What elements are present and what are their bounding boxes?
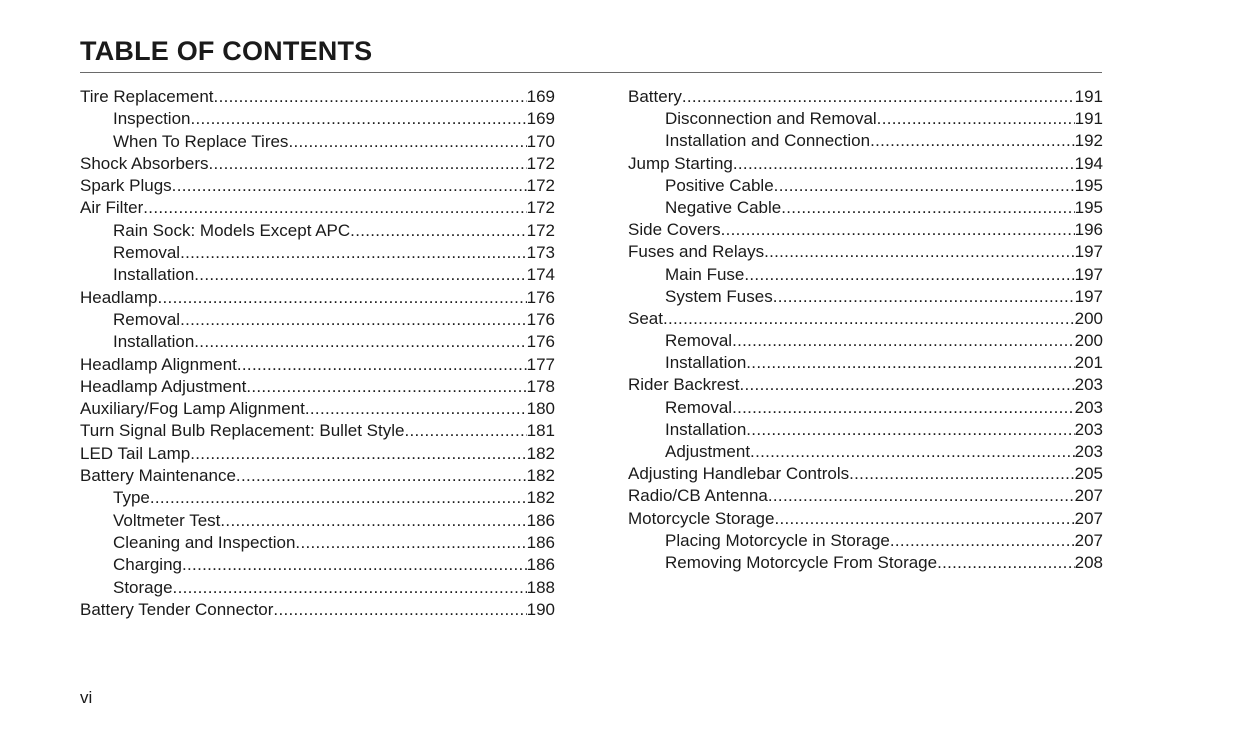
toc-entry[interactable] — [628, 485, 1103, 507]
toc-entry-label: Motorcycle Storage — [628, 508, 775, 528]
toc-entry[interactable] — [628, 264, 1103, 286]
toc-entry-page: 203 — [1074, 397, 1103, 417]
toc-entry-label: Seat — [628, 308, 663, 328]
dot-leader — [236, 465, 527, 487]
toc-entry-label: When To Replace Tires — [113, 131, 289, 151]
toc-entry[interactable] — [628, 441, 1103, 463]
toc-entry[interactable] — [80, 264, 555, 286]
dot-leader — [663, 308, 1075, 330]
toc-entry[interactable] — [628, 219, 1103, 241]
toc-entry-page: 191 — [1074, 87, 1103, 106]
toc-entry-label: Positive Cable — [665, 175, 774, 195]
toc-entry-label: Removal — [113, 309, 181, 329]
toc-entry-label: Cleaning and Inspection — [113, 532, 296, 552]
dot-leader — [746, 419, 1074, 441]
toc-entry-page: 178 — [526, 376, 555, 396]
dot-leader — [172, 175, 527, 197]
toc-entry[interactable] — [628, 197, 1103, 219]
toc-entry-label: Turn Signal Bulb Replacement: Bullet Style — [80, 421, 405, 441]
toc-entry[interactable] — [628, 308, 1103, 330]
toc-entry-label: Battery Tender Connector — [80, 599, 274, 619]
dot-leader — [158, 287, 527, 309]
dot-leader — [214, 86, 527, 108]
toc-entry-label: Rain Sock: Models Except APC — [113, 220, 351, 240]
dot-leader — [143, 197, 526, 219]
toc-entry-page: 197 — [1074, 264, 1103, 284]
toc-entry-label: Adjustment — [665, 442, 751, 461]
toc-entry-label: Voltmeter Test — [113, 510, 221, 530]
dot-leader — [182, 554, 527, 576]
toc-entry[interactable] — [80, 599, 555, 621]
dot-leader — [190, 443, 526, 465]
toc-entry-label: Installation and Connection — [665, 131, 871, 151]
toc-entry-label: Type — [113, 488, 150, 508]
page-number: vi — [80, 688, 93, 707]
dot-leader — [768, 485, 1075, 507]
toc-entry[interactable] — [628, 463, 1103, 485]
toc-entry-label: Negative Cable — [665, 197, 782, 217]
toc-entry[interactable] — [80, 197, 555, 219]
dot-leader — [877, 108, 1075, 130]
toc-entry-page: 186 — [526, 510, 555, 530]
toc-entry-page: 169 — [526, 87, 555, 106]
toc-entry-page: 203 — [1074, 375, 1103, 395]
toc-entry-label: Main Fuse — [665, 264, 745, 284]
toc-entry-page: 197 — [1074, 242, 1103, 262]
dot-leader — [191, 108, 527, 130]
toc-entry[interactable] — [80, 108, 555, 130]
toc-entry-page: 186 — [526, 532, 555, 552]
dot-leader — [764, 241, 1075, 263]
toc-entry-label: Battery Maintenance — [80, 466, 236, 486]
toc-entry-page: 172 — [526, 176, 555, 196]
toc-entry-label: Spark Plugs — [80, 176, 172, 196]
toc-entry-label: System Fuses — [665, 286, 773, 306]
toc-entry[interactable] — [628, 286, 1103, 308]
toc-entry-label: Removing Motorcycle From Storage — [665, 552, 938, 572]
dot-leader — [774, 508, 1074, 530]
dot-leader — [295, 532, 526, 554]
toc-entry-page: 207 — [1074, 508, 1103, 528]
toc-entry[interactable] — [80, 577, 555, 599]
toc-entry-label: Removal — [113, 243, 181, 263]
toc-entry[interactable] — [80, 220, 555, 242]
toc-entry-label: Installation — [113, 265, 195, 285]
toc-entry[interactable] — [628, 241, 1103, 263]
toc-entry[interactable] — [628, 330, 1103, 352]
toc-entry[interactable] — [628, 397, 1103, 419]
dot-leader — [273, 599, 526, 621]
toc-entry-page: 170 — [526, 131, 555, 151]
toc-entry-page: 203 — [1074, 419, 1103, 439]
toc-entry[interactable] — [628, 86, 1103, 108]
toc-entry-label: Fuses and Relays — [628, 242, 765, 262]
toc-entry[interactable] — [80, 554, 555, 576]
toc-entry[interactable] — [80, 242, 555, 264]
dot-leader — [237, 354, 527, 376]
page-title: TABLE OF CONTENTS — [80, 36, 373, 66]
toc-entry-page: 195 — [1074, 197, 1103, 217]
toc-left-column — [80, 86, 555, 621]
dot-leader — [173, 577, 527, 599]
toc-entry-page: 207 — [1074, 530, 1103, 550]
toc-entry-label: Inspection — [113, 109, 191, 129]
toc-entry-label: Shock Absorbers — [80, 153, 209, 173]
toc-entry-label: Headlamp Adjustment — [80, 376, 247, 396]
toc-entry[interactable] — [80, 354, 555, 376]
toc-entry-page: 205 — [1074, 464, 1103, 484]
toc-entry-page: 176 — [526, 332, 555, 352]
dot-leader — [750, 441, 1075, 463]
toc-entry-label: Removal — [665, 331, 733, 351]
toc-entry[interactable] — [80, 532, 555, 554]
dot-leader — [721, 219, 1075, 241]
toc-entry[interactable] — [628, 374, 1103, 396]
toc-entry-page: 182 — [526, 443, 555, 463]
toc-entry-label: Battery — [628, 87, 682, 106]
toc-entry[interactable] — [80, 309, 555, 331]
toc-entry-label: Installation — [113, 332, 195, 352]
dot-leader — [890, 530, 1075, 552]
toc-entry-page: 172 — [526, 153, 555, 173]
dot-leader — [937, 552, 1075, 574]
toc-entry-page: 191 — [1074, 109, 1103, 129]
toc-entry-page: 200 — [1074, 331, 1103, 351]
dot-leader — [180, 242, 527, 264]
toc-entry-label: Installation — [665, 353, 747, 373]
toc-entry[interactable] — [628, 419, 1103, 441]
dot-leader — [682, 86, 1075, 108]
dot-leader — [746, 352, 1074, 374]
toc-entry-page: 169 — [526, 109, 555, 129]
toc-entry[interactable] — [80, 86, 555, 108]
toc-entry-label: Side Covers — [628, 220, 721, 240]
toc-entry-label: Air Filter — [80, 198, 144, 218]
toc-entry[interactable] — [80, 398, 555, 420]
dot-leader — [305, 398, 527, 420]
toc-entry-label: Radio/CB Antenna — [628, 486, 768, 506]
toc-entry-label: Jump Starting — [628, 153, 733, 173]
toc-entry-label: LED Tail Lamp — [80, 443, 191, 463]
toc-entry-page: 208 — [1074, 552, 1103, 572]
toc-entry[interactable] — [80, 331, 555, 353]
dot-leader — [150, 487, 527, 509]
dot-leader — [246, 376, 526, 398]
dot-leader — [404, 420, 526, 442]
toc-entry-page: 196 — [1074, 220, 1103, 240]
toc-entry-page: 200 — [1074, 308, 1103, 328]
title-divider — [80, 72, 1102, 73]
toc-entry-page: 195 — [1074, 175, 1103, 195]
toc-entry-page: 174 — [526, 265, 555, 285]
toc-entry[interactable] — [628, 108, 1103, 130]
toc-entry-page: 172 — [526, 198, 555, 218]
toc-entry[interactable] — [80, 287, 555, 309]
toc-entry[interactable] — [80, 510, 555, 532]
toc-entry-label: Installation — [665, 419, 747, 439]
toc-entry-page: 176 — [526, 287, 555, 307]
toc-entry[interactable] — [80, 175, 555, 197]
toc-entry-label: Placing Motorcycle in Storage — [665, 530, 890, 550]
dot-leader — [774, 175, 1075, 197]
toc-entry-label: Auxiliary/Fog Lamp Alignment — [80, 399, 305, 419]
toc-entry-page: 194 — [1074, 153, 1103, 173]
toc-entry[interactable] — [628, 130, 1103, 152]
toc-entry[interactable] — [628, 508, 1103, 530]
dot-leader — [180, 309, 527, 331]
dot-leader — [194, 331, 526, 353]
toc-entry-page: 177 — [526, 354, 555, 374]
toc-entry-label: Headlamp Alignment — [80, 354, 237, 374]
dot-leader — [733, 153, 1075, 175]
dot-leader — [739, 374, 1074, 396]
toc-entry-page: 197 — [1074, 286, 1103, 306]
dot-leader — [350, 220, 526, 242]
dot-leader — [773, 286, 1075, 308]
dot-leader — [849, 463, 1075, 485]
toc-entry[interactable] — [80, 153, 555, 175]
toc-entry-label: Storage — [113, 577, 173, 597]
toc-entry-page: 182 — [526, 488, 555, 508]
toc-entry[interactable] — [628, 352, 1103, 374]
toc-entry-page: 188 — [526, 577, 555, 597]
dot-leader — [194, 264, 526, 286]
toc-entry[interactable] — [80, 131, 555, 153]
toc-entry-label: Tire Replacement — [80, 87, 214, 106]
toc-right-column — [628, 86, 1103, 574]
toc-entry-page: 181 — [526, 421, 555, 441]
toc-entry-label: Headlamp — [80, 287, 158, 307]
toc-entry[interactable] — [80, 487, 555, 509]
toc-entry[interactable] — [80, 465, 555, 487]
toc-entry-page: 182 — [526, 466, 555, 486]
toc-entry-page: 190 — [526, 599, 555, 619]
toc-entry-page: 180 — [526, 399, 555, 419]
toc-entry-page: 192 — [1074, 131, 1103, 151]
dot-leader — [732, 330, 1075, 352]
toc-entry[interactable] — [80, 376, 555, 398]
toc-entry-page: 207 — [1074, 486, 1103, 506]
dot-leader — [744, 264, 1074, 286]
toc-entry[interactable] — [628, 530, 1103, 552]
dot-leader — [220, 510, 526, 532]
toc-entry-label: Charging — [113, 555, 182, 575]
toc-entry[interactable] — [628, 175, 1103, 197]
toc-entry-label: Rider Backrest — [628, 375, 740, 395]
toc-entry-label: Removal — [665, 397, 733, 417]
dot-leader — [288, 131, 526, 153]
toc-entry[interactable] — [628, 153, 1103, 175]
toc-entry[interactable] — [80, 443, 555, 465]
toc-entry-page: 186 — [526, 555, 555, 575]
toc-entry[interactable] — [80, 420, 555, 442]
toc-entry-page: 173 — [526, 243, 555, 263]
toc-entry-page: 176 — [526, 309, 555, 329]
toc-entry-label: Disconnection and Removal — [665, 109, 877, 129]
toc-entry-page: 172 — [526, 220, 555, 240]
toc-entry-label: Adjusting Handlebar Controls — [628, 464, 850, 484]
toc-entry[interactable] — [628, 552, 1103, 574]
toc-entry-page: 203 — [1074, 442, 1103, 461]
toc-entry-page: 201 — [1074, 353, 1103, 373]
dot-leader — [209, 153, 527, 175]
dot-leader — [870, 130, 1075, 152]
dot-leader — [781, 197, 1074, 219]
dot-leader — [732, 397, 1075, 419]
